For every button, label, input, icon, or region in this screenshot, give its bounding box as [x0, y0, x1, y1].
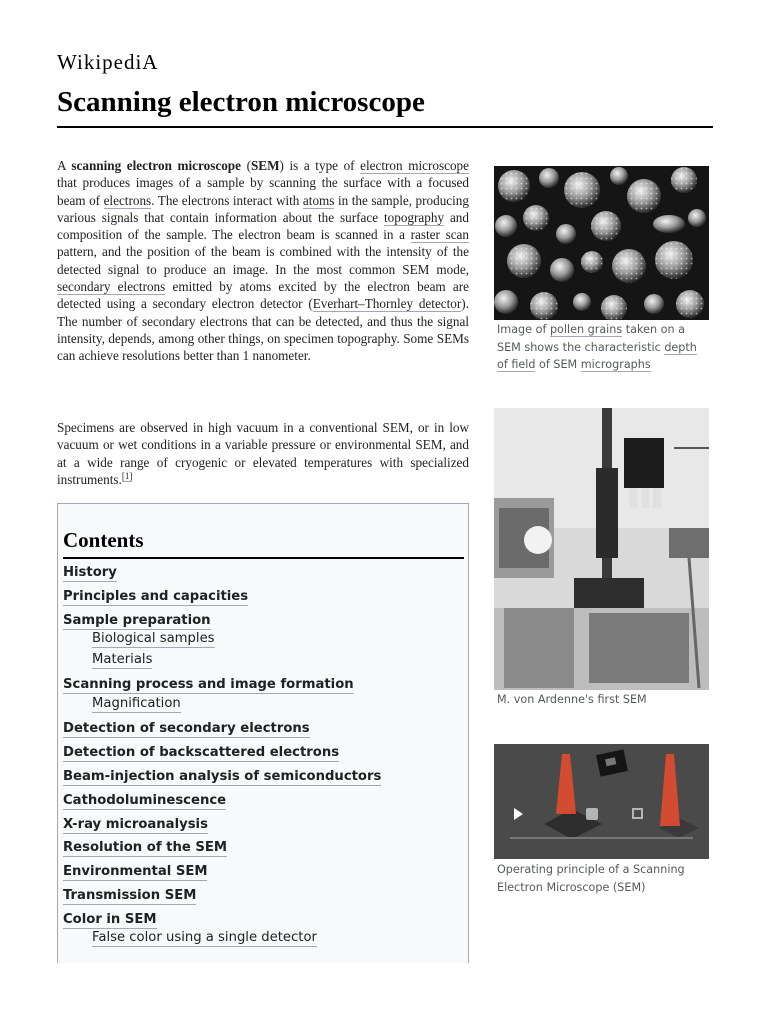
- sem-video-player[interactable]: [494, 744, 709, 859]
- term-bold: scanning electron microscope: [71, 158, 241, 173]
- pollen-grains-illustration: [494, 166, 709, 320]
- reference-1[interactable]: [1]: [121, 470, 133, 481]
- volume-icon[interactable]: [586, 808, 598, 820]
- abbr-bold: SEM: [250, 158, 280, 173]
- toc-title: Contents: [63, 528, 144, 552]
- toc-item-secondary-electrons[interactable]: Detection of secondary electrons: [63, 721, 310, 736]
- wikipedia-logo[interactable]: WikipediA: [57, 50, 159, 74]
- toc-divider: [63, 557, 464, 559]
- page-title: Scanning electron microscope: [57, 86, 425, 118]
- link-topography[interactable]: topography: [383, 209, 445, 225]
- toc-item-sample-preparation[interactable]: Sample preparation: [63, 613, 211, 628]
- video-caption: Operating principle of a Scanning Electron Microscope (SEM): [497, 863, 685, 894]
- sem-video-thumbnail: [494, 744, 709, 859]
- link-raster-scan[interactable]: raster scan: [410, 227, 469, 243]
- toc-item-transmission-sem[interactable]: Transmission SEM: [63, 888, 197, 903]
- link-depth-of-field[interactable]: depth of field: [497, 340, 697, 371]
- toc-item-backscattered-electrons[interactable]: Detection of backscattered electrons: [63, 745, 340, 760]
- ardenne-sem-photo[interactable]: [494, 408, 709, 690]
- pollen-image[interactable]: [494, 166, 709, 320]
- link-electron-microscope[interactable]: electron microscope: [360, 158, 469, 173]
- ardenne-caption: M. von Ardenne's first SEM: [497, 693, 647, 706]
- toc-item-principles[interactable]: Principles and capacities: [63, 589, 249, 604]
- second-paragraph: Specimens are observed in high vacuum in a conventional SEM, or in low vacuum or wet conditions in a variable pressure or environmental SEM, and at a wide range of cryogenic or elevated temperatures with specialized instruments.[1]: [57, 420, 469, 487]
- toc-item-false-color[interactable]: False color using a single detector: [92, 930, 317, 945]
- table-of-contents: [57, 503, 469, 963]
- link-electrons[interactable]: electrons: [103, 192, 152, 208]
- toc-item-xray-microanalysis[interactable]: X-ray microanalysis: [63, 817, 208, 832]
- link-pollen-grains[interactable]: pollen grains: [549, 323, 623, 336]
- toc-item-materials[interactable]: Materials: [92, 652, 153, 667]
- link-secondary-electrons[interactable]: secondary electrons: [57, 279, 166, 295]
- fullscreen-icon[interactable]: [632, 808, 643, 819]
- pollen-caption: Image of pollen grains taken on a SEM shows the characteristic depth of field of SEM micrographs: [497, 323, 697, 371]
- toc-item-environmental-sem[interactable]: Environmental SEM: [63, 864, 208, 879]
- toc-item-scanning-process[interactable]: Scanning process and image formation: [63, 677, 354, 692]
- toc-item-beam-injection[interactable]: Beam-injection analysis of semiconductors: [63, 769, 382, 784]
- toc-item-biological-samples[interactable]: Biological samples: [92, 631, 215, 646]
- toc-item-resolution[interactable]: Resolution of the SEM: [63, 840, 228, 855]
- play-icon[interactable]: [514, 808, 523, 820]
- toc-item-cathodoluminescence[interactable]: Cathodoluminescence: [63, 793, 227, 808]
- link-atoms[interactable]: atoms: [302, 192, 335, 208]
- intro-paragraph: A scanning electron microscope (SEM) is a type of electron microscope that produces images of a sample by scanning the surface with a focused beam of electrons. The electrons interact with atoms in the sample, producing various signals that contain information about the surface topography and composition of the sample. The electron beam is scanned in a raster scan pattern, and the position of the beam is combined with the intensity of the detected signal to produce an image. In the most common SEM mode, secondary electrons emitted by atoms excited by the electron beam are detected using a secondary electron detector (Everhart–Thornley detector). The number of secondary electrons that can be detected, and thus the signal intensity, depends, among other things, on specimen topography. Some SEMs can achieve resolutions better than 1 nanometer.: [57, 158, 469, 364]
- link-micrographs[interactable]: micrographs: [580, 358, 651, 371]
- toc-item-history[interactable]: History: [63, 565, 117, 580]
- ardenne-sem-illustration: [494, 408, 709, 690]
- link-everhart-thornley-detector[interactable]: Everhart–Thornley detector: [312, 296, 462, 312]
- toc-item-color-in-sem[interactable]: Color in SEM: [63, 912, 157, 927]
- title-divider: [57, 126, 713, 128]
- toc-item-magnification[interactable]: Magnification: [92, 696, 181, 711]
